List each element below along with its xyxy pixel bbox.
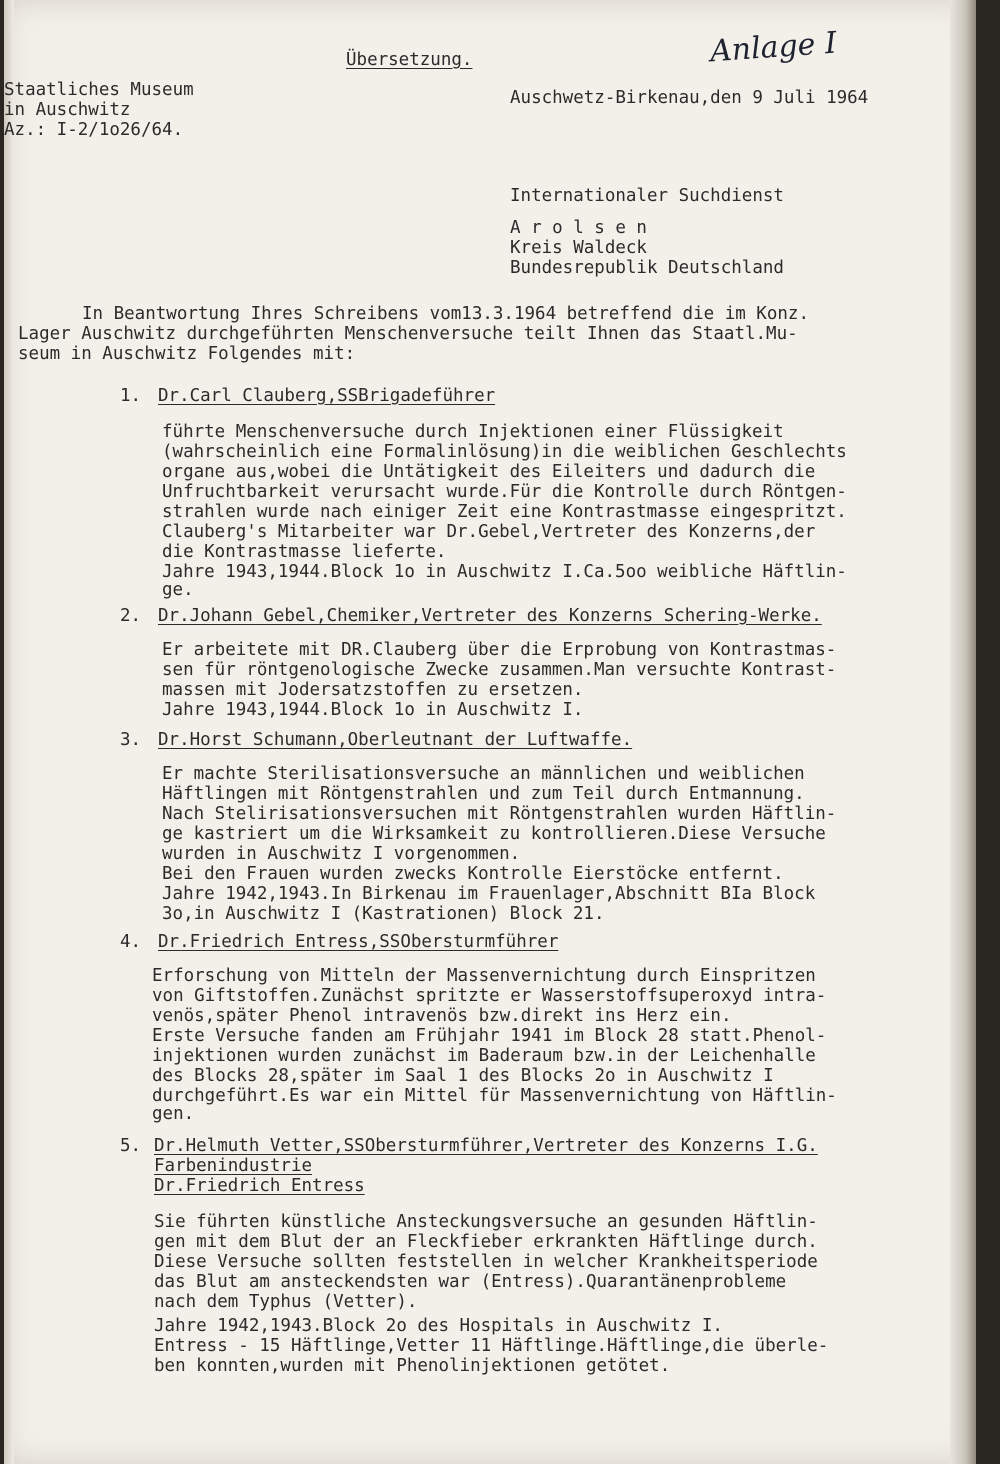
item-heading: Dr.Friedrich Entress [154,1176,365,1196]
date-line: Auschwetz-Birkenau,den 9 Juli 1964 [510,88,869,108]
item-text-line: von Giftstoffen.Zunächst spritzte er Wasserstoffsuperoxyd intra- [152,986,827,1006]
item-text-line: Jahre 1943,1944.Block 1o in Auschwitz I.Ca.5oo weibliche Häftlin- [162,562,847,582]
intro-line-1: In Beantwortung Ihres Schreibens vom13.3.1964 betreffend die im Konz. [82,304,809,324]
item-text-line: Entress - 15 Häftlinge,Vetter 11 Häftlinge.Häftlinge,die überle- [154,1336,829,1356]
item-text-line: (wahrscheinlich eine Formalinlösung)in die weiblichen Geschlechts [162,442,847,462]
item-text-line: ge. [162,580,194,600]
item-text-line: führte Menschenversuche durch Injektionen einer Flüssigkeit [162,422,784,442]
item-heading: Farbenindustrie [154,1156,313,1176]
item-text-line: venös,später Phenol intravenös bzw.direkt ins Herz ein. [152,1006,732,1026]
item-number: 4. [120,932,142,952]
item-heading: Dr.Johann Gebel,Chemiker,Vertreter des Konzerns Schering-Werke. [158,606,822,626]
item-text-line: nach dem Typhus (Vetter). [154,1292,418,1312]
item-number: 3. [120,730,142,750]
item-text-line: ge kastriert um die Wirksamkeit zu kontrollieren.Diese Versuche [162,824,826,844]
item-text-line: durchgeführt.Es war ein Mittel für Massenvernichtung von Häftlin- [152,1086,837,1106]
item-text-line: 3o,in Auschwitz I (Kastrationen) Block 21. [162,904,605,924]
item-text-line: Jahre 1942,1943.In Birkenau im Frauenlager,Abschnitt BIa Block [162,884,816,904]
sender-reference: Az.: I-2/1o26/64. [4,120,184,140]
recipient-line-1: Internationaler Suchdienst [510,186,784,206]
item-text-line: Jahre 1942,1943.Block 2o des Hospitals in Auschwitz I. [154,1316,723,1336]
item-text-line: injektionen wurden zunächst im Baderaum bzw.in der Leichenhalle [152,1046,816,1066]
intro-line-3: seum in Auschwitz Folgendes mit: [18,344,356,364]
item-text-line: Erste Versuche fanden am Frühjahr 1941 im Block 28 statt.Phenol- [152,1026,827,1046]
document-page [4,0,976,1464]
item-text-line: gen mit dem Blut der an Fleckfieber erkrankten Häftlinge durch. [154,1232,818,1252]
sender-line-1: Staatliches Museum [4,80,194,100]
item-heading: Dr.Carl Clauberg,SSBrigadeführer [158,386,496,406]
page-left-edge [4,0,14,1464]
item-heading: Dr.Friedrich Entress,SSObersturmführer [158,932,559,952]
item-text-line: Jahre 1943,1944.Block 1o in Auschwitz I. [162,700,584,720]
item-text-line: gen. [152,1104,195,1124]
recipient-line-3: Kreis Waldeck [510,238,647,258]
item-text-line: Er arbeitete mit DR.Clauberg über die Erprobung von Kontrastmas- [162,640,837,660]
item-text-line: sen für röntgenologische Zwecke zusammen.Man versuchte Kontrast- [162,660,837,680]
item-text-line: Sie führten künstliche Ansteckungsversuche an gesunden Häftlin- [154,1212,818,1232]
item-number: 1. [120,386,142,406]
sender-line-2: in Auschwitz [4,100,131,120]
item-text-line: Er machte Sterilisationsversuche an männlichen und weiblichen [162,764,805,784]
item-text-line: Clauberg's Mitarbeiter war Dr.Gebel,Vertreter des Konzerns,der [162,522,816,542]
item-text-line: strahlen wurde nach einiger Zeit eine Kontrastmasse eingespritzt. [162,502,847,522]
item-text-line: Häftlingen mit Röntgenstrahlen und zum Teil durch Entmannung. [162,784,805,804]
handwritten-annotation: Anlage I [708,25,838,70]
bleed-through-shadow [774,90,964,1390]
recipient-line-4: Bundesrepublik Deutschland [510,258,784,278]
item-text-line: wurden in Auschwitz I vorgenommen. [162,844,521,864]
item-text-line: die Kontrastmasse lieferte. [162,542,447,562]
item-text-line: Erforschung von Mitteln der Massenvernichtung durch Einspritzen [152,966,816,986]
item-text-line: ben konnten,wurden mit Phenolinjektionen getötet. [154,1356,671,1376]
item-text-line: das Blut am ansteckendsten war (Entress).Quarantänenprobleme [154,1272,787,1292]
item-text-line: des Blocks 28,später im Saal 1 des Blocks 2o in Auschwitz I [152,1066,774,1086]
item-text-line: organe aus,wobei die Untätigkeit des Eileiters und dadurch die [162,462,816,482]
item-number: 2. [120,606,142,626]
item-heading: Dr.Horst Schumann,Oberleutnant der Luftwaffe. [158,730,633,750]
item-text-line: Nach Stelirisationsversuchen mit Röntgenstrahlen wurden Häftlin- [162,804,837,824]
item-number: 5. [120,1136,142,1156]
item-text-line: massen mit Jodersatzstoffen zu ersetzen. [162,680,584,700]
recipient-line-2: A r o l s e n [510,218,647,238]
item-text-line: Bei den Frauen wurden zwecks Kontrolle Eierstöcke entfernt. [162,864,784,884]
item-heading: Dr.Helmuth Vetter,SSObersturmführer,Vertreter des Konzerns I.G. [154,1136,818,1156]
item-text-line: Diese Versuche sollten feststellen in welcher Krankheitsperiode [154,1252,818,1272]
document-title: Übersetzung. [346,50,473,70]
intro-line-2: Lager Auschwitz durchgeführten Menschenversuche teilt Ihnen das Staatl.Mu- [18,324,798,344]
item-text-line: Unfruchtbarkeit verursacht wurde.Für die Kontrolle durch Röntgen- [162,482,847,502]
